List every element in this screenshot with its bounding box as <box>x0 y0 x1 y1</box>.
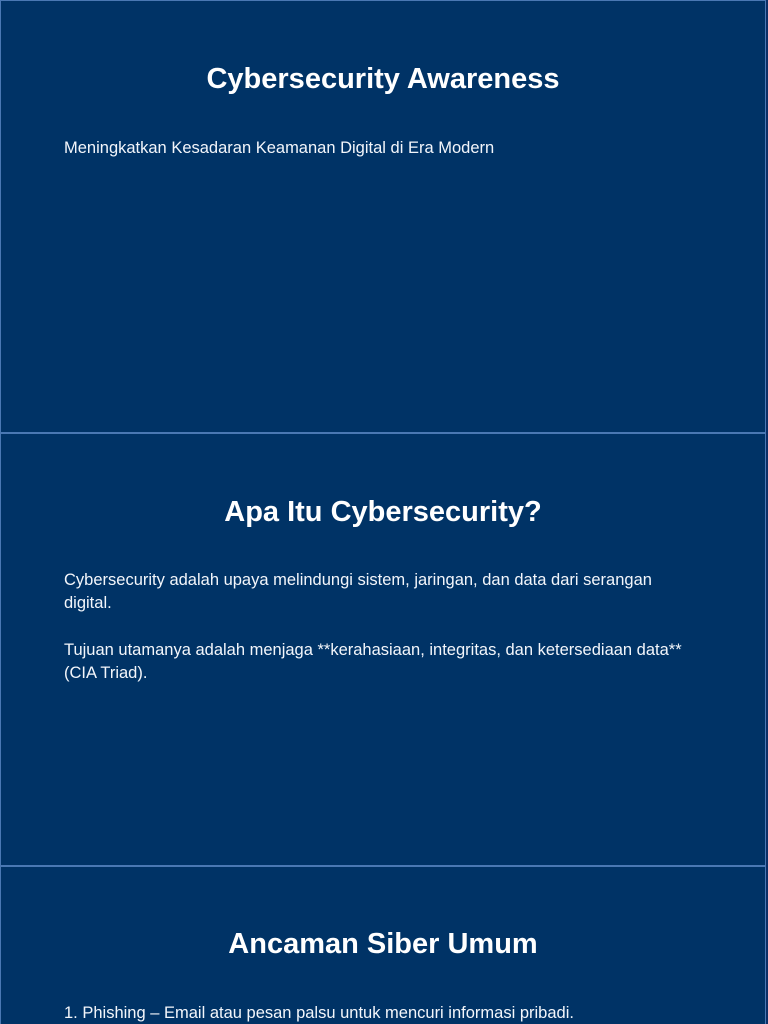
slide-2 <box>0 433 766 866</box>
slide-title: Apa Itu Cybersecurity? <box>224 496 542 528</box>
slide-paragraph: 1. Phishing – Email atau pesan palsu untuk mencuri informasi pribadi. <box>64 1004 574 1022</box>
slide-title: Cybersecurity Awareness <box>206 63 560 95</box>
slide-body <box>64 1002 704 1024</box>
slide-paragraph: Cybersecurity adalah upaya melindungi sistem, jaringan, dan data dari serangan digital. <box>64 571 652 612</box>
slide-1 <box>0 0 766 433</box>
slide-3 <box>0 866 766 1024</box>
slide-paragraph: Meningkatkan Kesadaran Keamanan Digital di Era Modern <box>64 139 495 157</box>
slide-body <box>64 137 704 184</box>
slide-title: Ancaman Siber Umum <box>228 928 538 960</box>
slide-paragraph: Tujuan utamanya adalah menjaga **kerahasiaan, integritas, dan ketersediaan data** (CIA Triad). <box>64 641 682 682</box>
slide-body <box>64 569 704 709</box>
